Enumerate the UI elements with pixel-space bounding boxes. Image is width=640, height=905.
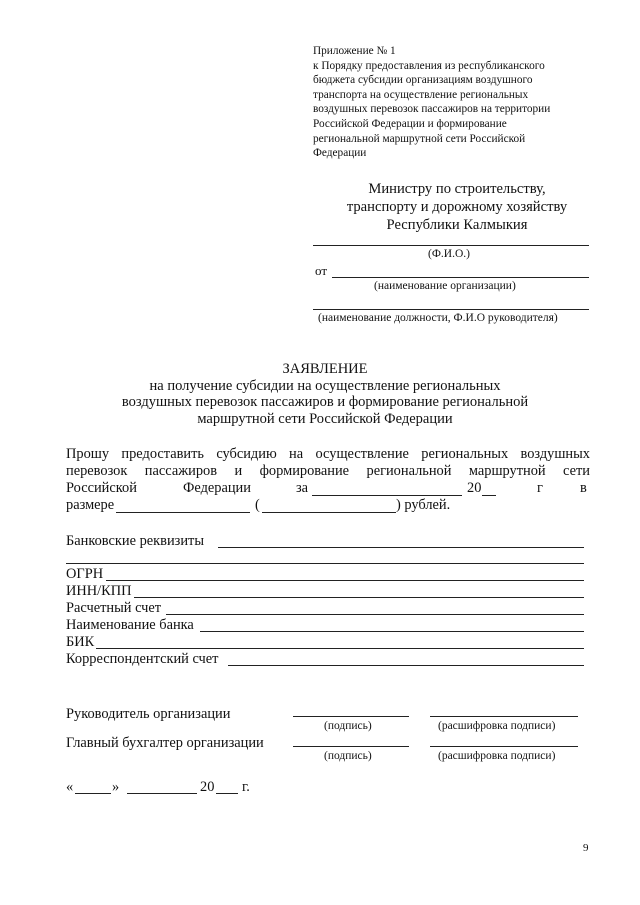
amount-suffix: ) рублей. <box>396 497 451 513</box>
document-title: ЗАЯВЛЕНИЕ <box>282 361 368 377</box>
head-signature-label: Руководитель организации <box>66 706 231 722</box>
fio-caption: (Ф.И.О.) <box>428 248 470 260</box>
head-name-field-line[interactable] <box>313 309 589 310</box>
organization-caption: (наименование организации) <box>374 280 516 292</box>
document-title-block <box>60 361 590 427</box>
title-line: на получение субсидии на осуществление региональных <box>149 377 501 394</box>
from-label: от <box>315 263 328 278</box>
request-word: Федерации <box>183 480 251 496</box>
year-suffix: г <box>537 480 543 496</box>
size-label: размере <box>66 497 115 513</box>
requisites-label: Банковские реквизиты <box>66 533 204 549</box>
ogrn-field-line[interactable] <box>106 580 584 581</box>
date-close-quote: » <box>112 779 120 795</box>
request-word: в <box>580 480 587 496</box>
amount-words-field-line[interactable] <box>262 512 396 513</box>
date-month-field[interactable] <box>127 793 197 794</box>
head-signature-field[interactable] <box>293 716 409 717</box>
addressee-block <box>312 180 602 234</box>
head-decoding-caption: (расшифровка подписи) <box>438 720 556 732</box>
year-prefix: 20 <box>467 480 482 496</box>
appendix-line: воздушных перевозок пассажиров на территории <box>313 103 551 116</box>
amount-digits-field-line[interactable] <box>116 512 250 513</box>
accountant-signature-label: Главный бухгалтер организации <box>66 735 264 751</box>
date-year-suffix: г. <box>242 779 250 795</box>
date-open-quote: « <box>66 779 74 795</box>
corr-account-field-line[interactable] <box>228 665 584 666</box>
addressee-line: Министру по строительству, <box>368 181 546 197</box>
date-day-field[interactable] <box>75 793 111 794</box>
appendix-line: региональной маршрутной сети Российской <box>313 132 526 145</box>
appendix-line: бюджета субсидии организациям воздушного <box>313 74 533 87</box>
open-paren: ( <box>255 497 260 513</box>
year-field-line[interactable] <box>482 495 496 496</box>
requisites-field-line-2[interactable] <box>66 563 584 564</box>
accountant-decoding-field[interactable] <box>430 746 578 747</box>
period-field-line[interactable] <box>312 495 462 496</box>
addressee-line: транспорту и дорожному хозяйству <box>346 199 568 215</box>
bank-name-label: Наименование банка <box>66 617 194 633</box>
appendix-line: к Порядку предоставления из республиканского <box>313 59 545 72</box>
request-word: Российской <box>66 480 137 496</box>
title-line: маршрутной сети Российской Федерации <box>197 410 453 427</box>
request-word: за <box>296 480 309 496</box>
bik-field-line[interactable] <box>96 648 584 649</box>
appendix-header <box>313 44 603 161</box>
head-caption: (наименование должности, Ф.И.О руководителя) <box>318 312 558 324</box>
date-year-field[interactable] <box>216 793 238 794</box>
corr-account-label: Корреспондентский счет <box>66 651 219 667</box>
appendix-line: транспорта на осуществление региональных <box>313 88 529 101</box>
date-year-prefix: 20 <box>200 779 215 795</box>
page-number: 9 <box>583 842 589 854</box>
appendix-line: Федерации <box>313 147 367 160</box>
accountant-signature-caption: (подпись) <box>324 750 372 762</box>
bik-label: БИК <box>66 634 95 650</box>
appendix-line: Приложение № 1 <box>313 45 396 57</box>
inn-kpp-field-line[interactable] <box>134 597 584 598</box>
appendix-line: Российской Федерации и формирование <box>313 117 507 130</box>
head-decoding-field[interactable] <box>430 716 578 717</box>
addressee-line: Республики Калмыкия <box>386 217 528 233</box>
fio-field-line[interactable] <box>313 245 589 246</box>
requisites-field-line[interactable] <box>218 547 584 548</box>
accountant-signature-field[interactable] <box>293 746 409 747</box>
inn-kpp-label: ИНН/КПП <box>66 583 132 599</box>
ogrn-label: ОГРН <box>66 566 104 582</box>
account-label: Расчетный счет <box>66 600 162 616</box>
title-line: воздушных перевозок пассажиров и формирование региональной <box>121 394 529 411</box>
request-line-1: Прошу предоставить субсидию на осуществление региональных воздушных <box>66 446 590 462</box>
accountant-decoding-caption: (расшифровка подписи) <box>438 750 556 762</box>
request-line-2: перевозок пассажиров и формирование региональной маршрутной сети <box>66 463 590 479</box>
head-signature-caption: (подпись) <box>324 720 372 732</box>
organization-field-line[interactable] <box>332 277 589 278</box>
account-field-line[interactable] <box>166 614 584 615</box>
bank-name-field-line[interactable] <box>200 631 584 632</box>
